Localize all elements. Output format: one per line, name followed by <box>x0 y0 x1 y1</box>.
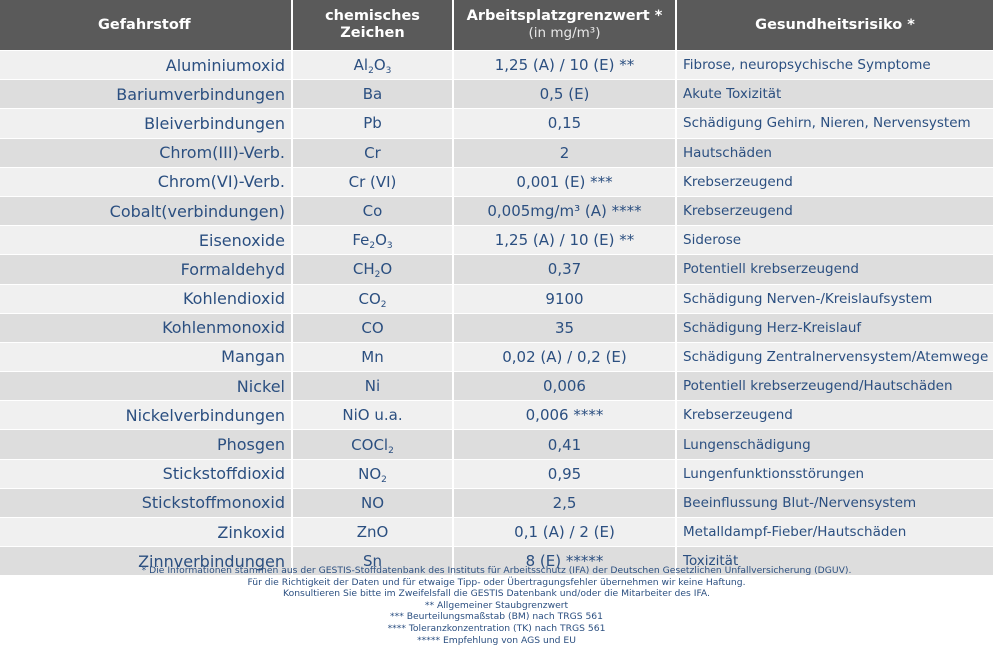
symbol-text: Fe <box>352 231 370 250</box>
substance-name: Chrom(VI)-Verb. <box>0 167 292 196</box>
table-row <box>0 255 993 284</box>
symbol-text: Cr <box>364 143 381 162</box>
exposure-limit: 0,1 (A) / 2 (E) <box>453 518 676 547</box>
health-risk: Siderose <box>676 226 993 255</box>
table-row <box>0 518 993 547</box>
table-row <box>0 342 993 371</box>
exposure-limit: 0,006 **** <box>453 401 676 430</box>
substance-name: Zinkoxid <box>0 518 292 547</box>
symbol-text: Al <box>353 56 369 75</box>
table-row <box>0 51 993 80</box>
symbol-text: Pb <box>363 114 382 133</box>
chemical-symbol <box>292 167 453 196</box>
table-row <box>0 284 993 313</box>
chemical-symbol <box>292 80 453 109</box>
header-limit-unit: (in mg/m³) <box>528 25 601 41</box>
substance-name: Kohlendioxid <box>0 284 292 313</box>
exposure-limit: 0,95 <box>453 459 676 488</box>
exposure-limit: 0,006 <box>453 372 676 401</box>
table-row <box>0 372 993 401</box>
header-limit <box>453 0 676 51</box>
health-risk: Lungenschädigung <box>676 430 993 459</box>
chemical-symbol <box>292 372 453 401</box>
symbol-text: CO <box>361 318 384 337</box>
table-row <box>0 109 993 138</box>
chemical-symbol <box>292 255 453 284</box>
footnote-line: * Die Informationen stammen aus der GESTIS-Stoffdatenbank des Instituts für Arbeitsschutz (IFA) der Deutschen Gesetzlichen Unfallversicherung (DGUV). <box>141 565 852 576</box>
table-row <box>0 401 993 430</box>
health-risk: Krebserzeugend <box>676 196 993 225</box>
substance-name: Cobalt(verbindungen) <box>0 196 292 225</box>
symbol-text: Sn <box>362 552 383 571</box>
substance-name: Nickelverbindungen <box>0 401 292 430</box>
health-risk: Krebserzeugend <box>676 401 993 430</box>
exposure-limit: 0,41 <box>453 430 676 459</box>
exposure-limit: 0,001 (E) *** <box>453 167 676 196</box>
health-risk: Fibrose, neuropsychische Symptome <box>676 51 993 80</box>
table-row <box>0 226 993 255</box>
exposure-limit: 35 <box>453 313 676 342</box>
symbol-text: Ba <box>362 85 383 104</box>
exposure-limit: 0,02 (A) / 0,2 (E) <box>453 342 676 371</box>
exposure-limit: 8 (E) ***** <box>453 547 676 576</box>
header-symbol <box>292 0 453 51</box>
substance-name: Nickel <box>0 372 292 401</box>
table-header-row <box>0 0 993 51</box>
table-row <box>0 167 993 196</box>
chemical-symbol <box>292 488 453 517</box>
table-row <box>0 80 993 109</box>
symbol-subscript: 2 <box>369 241 376 252</box>
footnote-line: Für die Richtigkeit der Daten und für etwaige Tipp- oder Übertragungsfehler übernehmen wir keine Haftung. <box>247 576 746 588</box>
exposure-limit: 0,37 <box>453 255 676 284</box>
substance-name: Formaldehyd <box>0 255 292 284</box>
substance-name: Stickstoffmonoxid <box>0 488 292 517</box>
table-row <box>0 430 993 459</box>
chemical-symbol <box>292 430 453 459</box>
symbol-subscript: 2 <box>368 66 374 77</box>
chemical-symbol <box>292 109 453 138</box>
table-row <box>0 138 993 167</box>
symbol-text: ZnO <box>356 523 389 542</box>
health-risk: Potentiell krebserzeugend <box>676 255 993 284</box>
symbol-text: NO <box>360 493 385 512</box>
chemical-symbol <box>292 401 453 430</box>
footnote-line: ** Allgemeiner Staubgrenzwert <box>424 599 569 611</box>
health-risk: Schädigung Nerven-/Kreislaufsystem <box>676 284 993 313</box>
health-risk: Lungenfunktionsstörungen <box>676 459 993 488</box>
header-symbol-line2: Zeichen <box>340 25 405 41</box>
chemical-symbol <box>292 313 453 342</box>
substance-name: Phosgen <box>0 430 292 459</box>
chemical-symbol <box>292 51 453 80</box>
symbol-text: CH <box>352 260 375 279</box>
substance-name: Kohlenmonoxid <box>0 313 292 342</box>
symbol-text: O <box>380 260 393 279</box>
table-row <box>0 313 993 342</box>
symbol-text: O <box>373 56 386 75</box>
header-risk: Gesundheitsrisiko * <box>676 0 993 51</box>
footnote-line: Konsultieren Sie bitte im Zweifelsfall die GESTIS Datenbank und/oder die Mitarbeiter des IFA. <box>283 588 710 600</box>
symbol-text: COCl <box>351 435 389 454</box>
symbol-text: NiO u.a. <box>342 406 403 425</box>
chemical-symbol <box>292 196 453 225</box>
substance-name: Eisenoxide <box>0 226 292 255</box>
chemical-symbol <box>292 226 453 255</box>
substance-name: Chrom(III)-Verb. <box>0 138 292 167</box>
chemical-symbol <box>292 518 453 547</box>
table-body <box>0 51 993 576</box>
health-risk: Toxizität <box>676 547 993 576</box>
table-row <box>0 488 993 517</box>
health-risk: Schädigung Gehirn, Nieren, Nervensystem <box>676 109 993 138</box>
symbol-text: Cr (VI) <box>348 172 397 191</box>
table-row <box>0 459 993 488</box>
symbol-text: O <box>375 231 387 250</box>
substance-name: Bariumverbindungen <box>0 80 292 109</box>
substance-name: Stickstoffdioxid <box>0 459 292 488</box>
header-substance: Gefahrstoff <box>0 0 292 51</box>
exposure-limit: 9100 <box>453 284 676 313</box>
symbol-subscript: 2 <box>380 299 387 310</box>
table-row <box>0 196 993 225</box>
health-risk: Akute Toxizität <box>676 80 993 109</box>
health-risk: Hautschäden <box>676 138 993 167</box>
symbol-subscript: 3 <box>385 66 392 77</box>
health-risk: Beeinflussung Blut-/Nervensystem <box>676 488 993 517</box>
exposure-limit: 1,25 (A) / 10 (E) ** <box>453 226 676 255</box>
substance-name: Mangan <box>0 342 292 371</box>
health-risk: Schädigung Herz-Kreislauf <box>676 313 993 342</box>
symbol-subscript: 2 <box>388 445 394 456</box>
health-risk: Schädigung Zentralnervensystem/Atemwege <box>676 342 993 371</box>
footnote-line: ***** Empfehlung von AGS und EU <box>417 634 576 646</box>
chemical-symbol <box>292 284 453 313</box>
footnote-line: **** Toleranzkonzentration (TK) nach TRGS 561 <box>387 622 606 634</box>
symbol-text: Ni <box>364 377 381 396</box>
chemical-symbol <box>292 342 453 371</box>
exposure-limit: 2,5 <box>453 488 676 517</box>
exposure-limit: 2 <box>453 138 676 167</box>
header-limit-line1: Arbeitsplatzgrenzwert * <box>466 8 663 24</box>
health-risk: Potentiell krebserzeugend/Hautschäden <box>676 372 993 401</box>
symbol-subscript: 3 <box>386 241 393 252</box>
exposure-limit: 1,25 (A) / 10 (E) ** <box>453 51 676 80</box>
footnotes <box>0 565 993 646</box>
exposure-limit: 0,15 <box>453 109 676 138</box>
exposure-limit: 0,005mg/m³ (A) **** <box>453 196 676 225</box>
substance-name: Aluminiumoxid <box>0 51 292 80</box>
symbol-text: CO <box>358 289 381 308</box>
health-risk: Metalldampf-Fieber/Hautschäden <box>676 518 993 547</box>
header-symbol-line1: chemisches <box>325 8 420 24</box>
footnote-line: *** Beurteilungsmaßstab (BM) nach TRGS 561 <box>390 611 603 623</box>
chemical-symbol <box>292 459 453 488</box>
symbol-text: Mn <box>361 347 384 366</box>
exposure-limit: 0,5 (E) <box>453 80 676 109</box>
symbol-text: Co <box>362 202 383 221</box>
health-risk: Krebserzeugend <box>676 167 993 196</box>
symbol-subscript: 2 <box>381 474 387 485</box>
substance-name: Zinnverbindungen <box>0 547 292 576</box>
symbol-subscript: 2 <box>374 270 381 281</box>
substance-name: Bleiverbindungen <box>0 109 292 138</box>
symbol-text: NO <box>358 464 382 483</box>
chemical-symbol <box>292 138 453 167</box>
